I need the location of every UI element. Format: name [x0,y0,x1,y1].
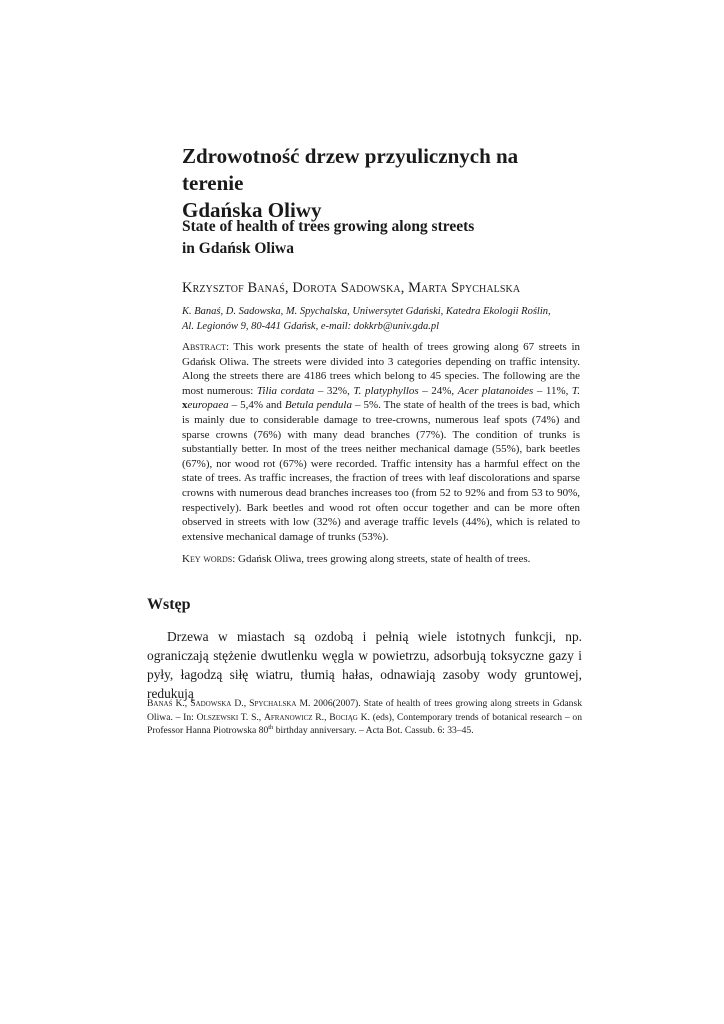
body-paragraph: Drzewa w miastach są ozdobą i pełnią wiele istotnych funkcji, np. ograniczają stężenie dwutlenku węgla w powietrzu, adsorbują toksyczne gazy i pyły, łagodzą siłę wiatru, tłumią hałas, odnawiają zasoby wody gruntowej, redukują [147,629,582,701]
citation-text: R., [312,711,330,723]
species-name: Betula pendula [284,399,352,412]
abstract-text: : This work presents the state of health of trees growing along 67 streets in Gdańsk Oliwa. The streets were divided into 3 categories depending on traffic intensity. Along the streets there are 4186 trees which belong to 45 species. The following are the most numerous: [182,341,580,397]
hybrid-sign: x [182,399,188,412]
abstract-text: – 11%, [533,384,572,397]
keywords-label: Key words [182,553,233,565]
citation-editor: Bociąg [329,711,358,723]
affiliation-line-2: Al. Legionów 9, 80-441 Gdańsk, e-mail: dokkrb@univ.gda.pl [182,321,440,332]
citation-author: Spychalska [249,698,297,709]
title-english [182,216,580,260]
citation-editor: Olszewski [196,711,239,723]
citation-editor: Afranowicz [263,711,313,723]
authors: Krzysztof Banaś, Dorota Sadowska, Marta Spychalska [182,280,521,296]
citation-text: T. S., [238,711,264,723]
abstract-text: – 5%. The state of health of the trees is bad, which is mainly due to considerable damage to tree-crowns, numerous leaf spots (74%) and sparse crowns (76%) with many dead branches (77%). The condition of trunks is substantially better. In most of the trees neither mechanical damage (55%), bark beetles (67%), nor wood rot (67%) were recorded. Traffic intensity has a harmful effect on the state of trees. As traffic increases, the fraction of trees with leaf discolorations and sparse crowns with numerous dead branches increases too (from 52 to 92% and from 53 to 90%, respectively). Bark beetles and wood rot often occur together and can be more often observed in streets with low (32%) and average traffic levels (44%), which is related to extensive mechanical damage of trunks (53%). [182,399,580,543]
citation-author: Banaś [147,698,173,709]
abstract-text: – 24%, [418,384,458,397]
abstract [182,340,580,544]
species-name: Acer platanoides [457,384,534,397]
section-heading: Wstęp [147,596,191,613]
citation [147,697,582,738]
citation-text: K. (eds), Contemporary trends of botanical research – on Professor Hanna Piotrowska 80 [147,711,582,736]
title-polish [182,143,580,224]
ordinal-superscript: th [268,723,274,731]
title-english-line-1: State of health of trees growing along streets [182,218,475,235]
abstract-label: Abstract [182,341,226,353]
title-english-line-2: in Gdańsk Oliwa [182,240,294,257]
species-name: T. platyphyllos [353,384,419,397]
citation-author: Sadowska [190,698,232,709]
keywords [182,552,580,567]
keywords-text: : Gdańsk Oliwa, trees growing along streets, state of health of trees. [232,553,531,565]
species-name: europaea [187,399,229,412]
abstract-text: – 5,4% and [228,399,285,412]
affiliation [182,304,580,334]
title-polish-line-2: Gdańska Oliwy [182,198,322,222]
abstract-text: – 32%, [314,384,354,397]
title-polish-line-1: Zdrowotność drzew przyulicznych na terenie [182,144,519,195]
affiliation-line-1: K. Banaś, D. Sadowska, M. Spychalska, Uniwersytet Gdański, Katedra Ekologii Roślin, [182,306,551,317]
citation-text: M. 2006(2007). State of health of trees growing along streets in Gdansk Oliwa. – In: [147,698,583,723]
citation-text: K., [172,698,191,709]
species-name: T. [571,384,580,397]
citation-text: D., [231,698,250,709]
citation-text: birthday anniversary. – Acta Bot. Cassub. 6: 33–45. [273,725,474,736]
species-name: Tilia cordata [256,384,315,397]
